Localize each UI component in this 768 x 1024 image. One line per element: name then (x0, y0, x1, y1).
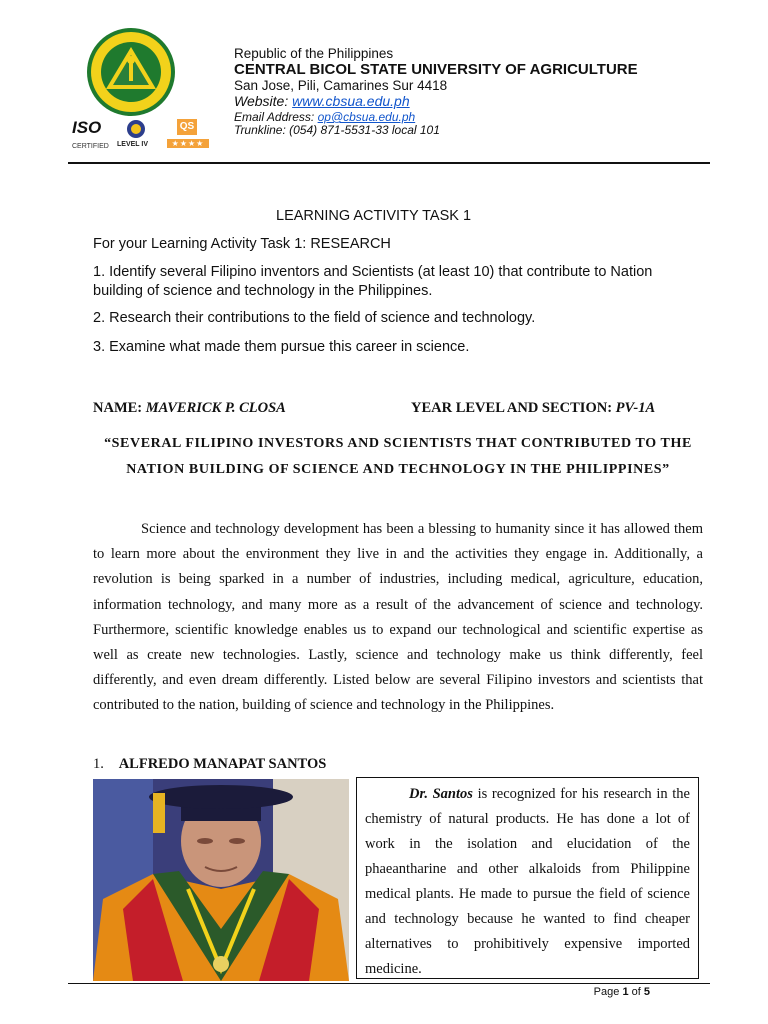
scientist-honorific: Dr. Santos (409, 786, 473, 802)
scientist-description (356, 777, 699, 979)
qs-stars-badge: QS ★★★★ (167, 119, 209, 148)
website-line: Website: www.cbsua.edu.ph (234, 93, 410, 109)
student-name: MAVERICK P. CLOSA (145, 400, 286, 416)
student-section: PV-1A (615, 400, 656, 416)
entry-number: 1. (93, 756, 104, 772)
level-iv-emblem-icon (125, 119, 147, 139)
entry-scientist-name: ALFREDO MANAPAT SANTOS (118, 756, 327, 772)
university-seal (86, 27, 176, 117)
republic-line: Republic of the Philippines (234, 46, 394, 61)
task-intro: For your Learning Activity Task 1: RESEARCH (93, 236, 391, 252)
task-item-1: 1. Identify several Filipino inventors and Scientists (at least 10) that contribute to Nation building of science and technology in the Philippines. (93, 264, 653, 299)
entry-heading (93, 756, 326, 773)
task-heading: LEARNING ACTIVITY TASK 1 (276, 208, 472, 224)
essay-title: “SEVERAL FILIPINO INVESTORS AND SCIENTISTS THAT CONTRIBUTED TO THE NATION BUILDING OF SCIENCE AND TECHNOLOGY IN THE PHILIPPINES” (104, 436, 692, 477)
header-divider (68, 162, 710, 164)
section-label: YEAR LEVEL AND SECTION: (411, 400, 613, 416)
university-address: San Jose, Pili, Camarines Sur 4418 (234, 78, 448, 93)
task-item-2: 2. Research their contributions to the field of science and technology. (93, 310, 536, 326)
scientist-photo (93, 779, 349, 981)
task-item-3: 3. Examine what made them pursue this career in science. (93, 339, 470, 355)
iso-badge: ISO CERTIFIED (72, 118, 109, 150)
essay-intro-paragraph: Science and technology development has been a blessing to humanity since it has allowed them to learn more about the environment they live in and the activities they engage in. Additionally, a revolution is being sparked in a number of industries, including medical, agriculture, education, information technology, and many more as a result of the advancement of science and technology. Furthermore, scientific knowledge enables us to expand our technological and scientific expertise as well as create new technologies. Lastly, science and technology make us think differently, feel differently, and even dream differently. Listed below are several Filipino investors and scientists that contributed to the nation, building of science and technology in the Philippines. (93, 521, 703, 714)
email-link[interactable]: op@cbsua.edu.ph (317, 110, 416, 124)
page-number: Page 1 of 5 (593, 986, 650, 998)
website-link[interactable]: www.cbsua.edu.ph (292, 93, 410, 109)
student-info (93, 400, 703, 417)
trunkline: Trunkline: (054) 871-5531-33 local 101 (234, 123, 440, 137)
footer-divider (68, 983, 710, 984)
email-line: Email Address: op@cbsua.edu.ph (234, 110, 416, 124)
university-name: CENTRAL BICOL STATE UNIVERSITY OF AGRICULTURE (234, 61, 638, 78)
name-label: NAME: (93, 400, 143, 416)
level-iv-badge: LEVEL IV (117, 119, 148, 148)
scientist-description-text: is recognized for his research in the chemistry of natural products. He has done a lot of work in the isolation and elucidation of the phaeantharine and other alkaloids from Philippine medical plants. He made to pursue the field of science and technology because he wanted to find cheaper alternatives to prohibitively expensive imported medicine. (365, 786, 690, 977)
section-field (411, 400, 655, 417)
